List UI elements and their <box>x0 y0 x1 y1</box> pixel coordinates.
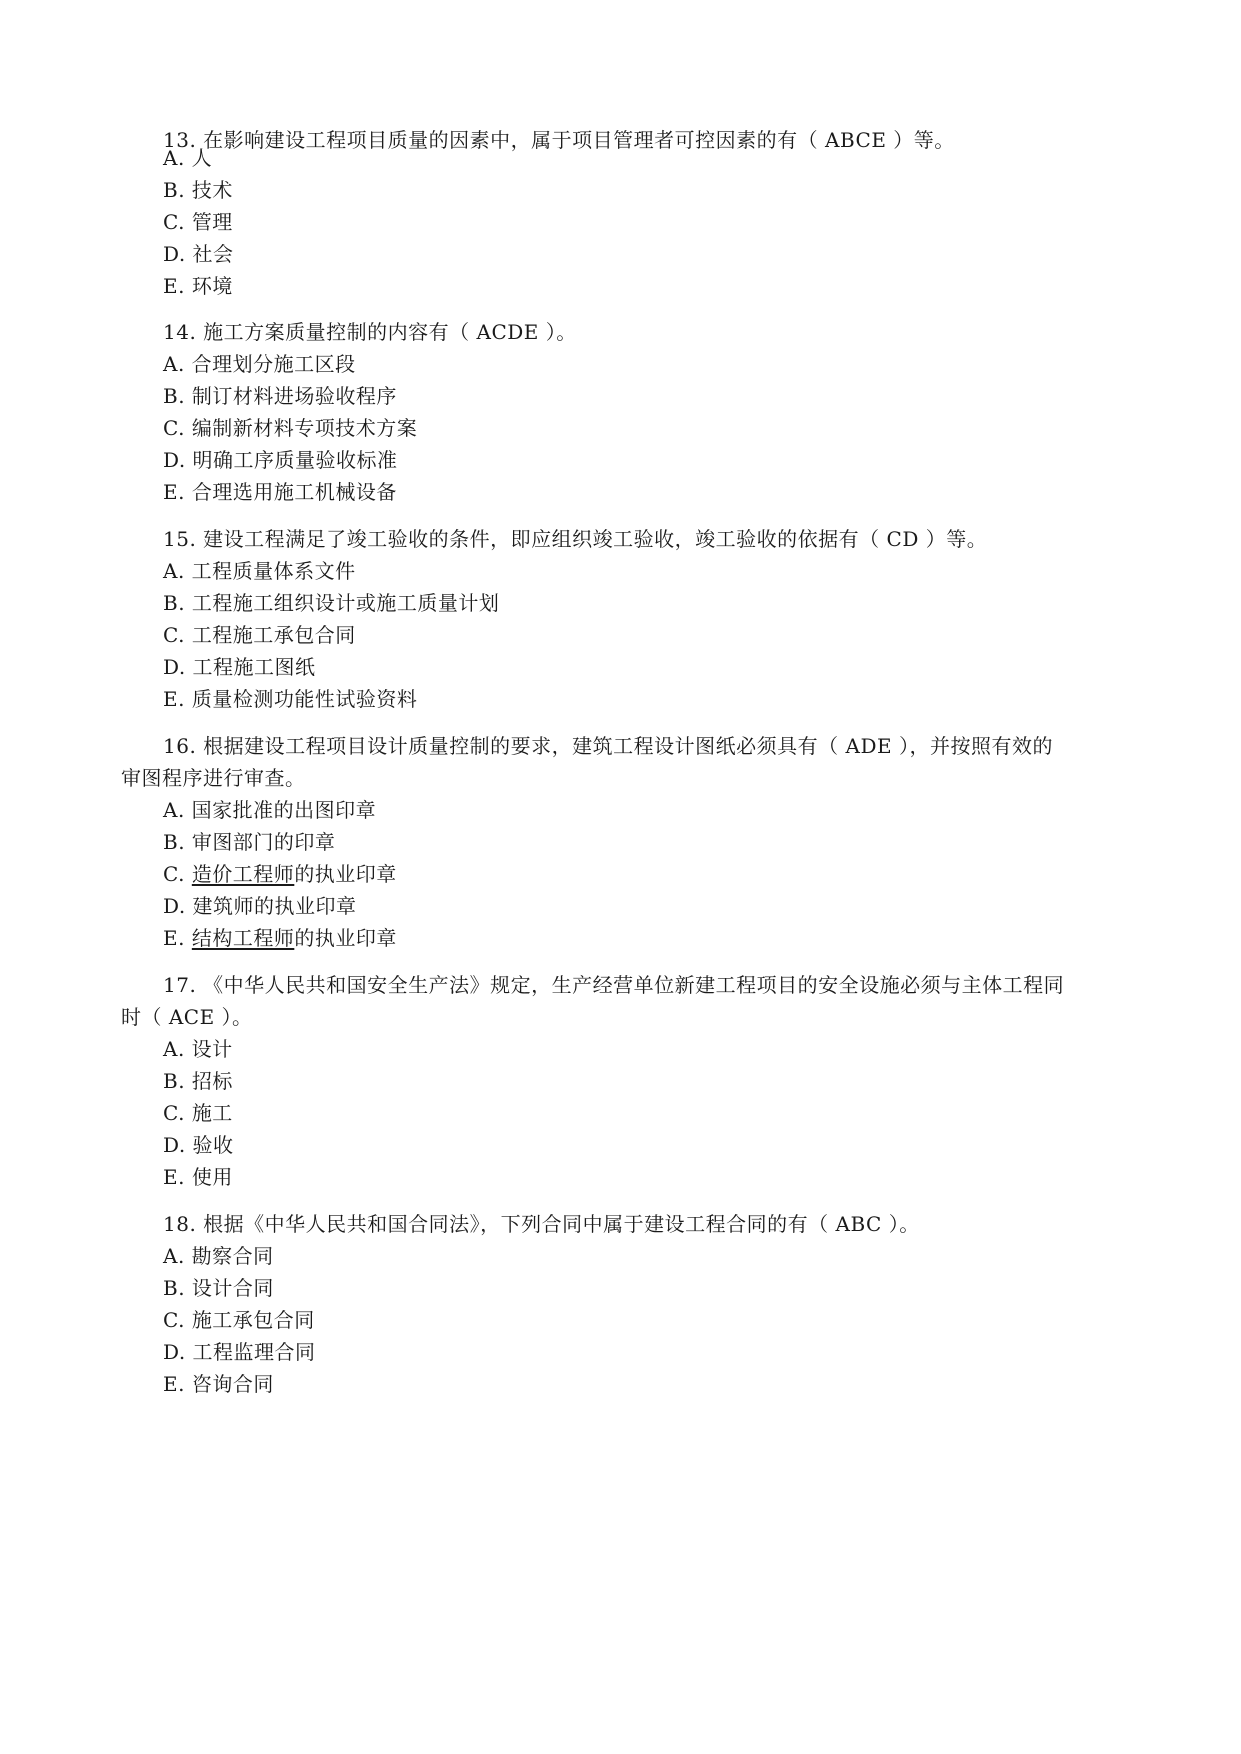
question-stem <box>163 972 1064 998</box>
option-text: 施工 <box>191 1101 233 1125</box>
option-text: 技术 <box>191 178 233 202</box>
option-b <box>163 1275 274 1301</box>
question-stem-continuation: 审图程序进行审查。 <box>121 766 306 790</box>
option-text: 制订材料进场验收程序 <box>191 384 397 408</box>
option-text: 工程施工组织设计或施工质量计划 <box>191 591 500 615</box>
option-letter: A. <box>163 559 185 583</box>
question-stem <box>163 1211 920 1237</box>
option-c <box>163 209 233 235</box>
option-e <box>163 273 233 299</box>
question-number: 16. <box>163 734 197 758</box>
option-letter: D. <box>163 242 186 266</box>
option-b <box>163 177 233 203</box>
option-letter: C. <box>163 623 185 647</box>
question-stem <box>163 319 577 345</box>
option-a <box>163 1036 233 1062</box>
option-c <box>163 415 417 441</box>
option-e <box>163 1371 274 1397</box>
option-letter: E. <box>163 1372 185 1396</box>
option-text-underlined: 结构工程师 <box>191 926 295 950</box>
option-e <box>163 925 397 951</box>
option-text: 工程监理合同 <box>192 1340 316 1364</box>
option-letter: E. <box>163 480 185 504</box>
question-text: 在影响建设工程项目质量的因素中，属于项目管理者可控因素的有（ ABCE ）等。 <box>203 128 955 152</box>
option-letter: B. <box>163 1276 186 1300</box>
option-text: 环境 <box>191 274 233 298</box>
question-text: 建设工程满足了竣工验收的条件，即应组织竣工验收，竣工验收的依据有（ CD ）等。 <box>203 527 988 551</box>
option-b <box>163 383 397 409</box>
option-letter: E. <box>163 926 185 950</box>
option-text: 国家批准的出图印章 <box>191 798 377 822</box>
option-letter: B. <box>163 1069 186 1093</box>
question-text: 根据建设工程项目设计质量控制的要求，建筑工程设计图纸必须具有（ ADE ），并按照有效的 <box>203 734 1053 758</box>
question-number: 17. <box>163 973 197 997</box>
option-letter: D. <box>163 894 186 918</box>
option-text-underlined: 造价工程师 <box>191 862 295 886</box>
option-text: 审图部门的印章 <box>191 830 336 854</box>
option-letter: A. <box>163 1037 185 1061</box>
question-number: 13. <box>163 128 197 152</box>
option-letter: C. <box>163 1308 185 1332</box>
option-e <box>163 686 417 712</box>
option-text: 验收 <box>192 1133 234 1157</box>
option-text: 合理划分施工区段 <box>191 352 356 376</box>
option-text: 设计合同 <box>191 1276 274 1300</box>
option-letter: A. <box>163 352 185 376</box>
option-text: 施工承包合同 <box>191 1308 315 1332</box>
option-letter: D. <box>163 1340 186 1364</box>
option-a <box>163 1243 274 1269</box>
option-d <box>163 654 316 680</box>
option-text: 合理选用施工机械设备 <box>191 480 397 504</box>
option-a <box>163 351 356 377</box>
option-a <box>163 797 376 823</box>
option-text: 的执业印章 <box>294 862 397 886</box>
option-text: 建筑师的执业印章 <box>192 894 357 918</box>
question-text: 施工方案质量控制的内容有（ ACDE ）。 <box>203 320 577 344</box>
option-text: 咨询合同 <box>191 1372 274 1396</box>
question-text: 根据《中华人民共和国合同法》，下列合同中属于建设工程合同的有（ ABC ）。 <box>203 1212 920 1236</box>
option-b <box>163 829 335 855</box>
option-text: 的执业印章 <box>294 926 397 950</box>
option-text: 编制新材料专项技术方案 <box>191 416 418 440</box>
option-text: 工程质量体系文件 <box>191 559 356 583</box>
option-letter: D. <box>163 1133 186 1157</box>
option-letter: C. <box>163 1101 185 1125</box>
question-stem <box>163 526 987 552</box>
option-letter: C. <box>163 416 185 440</box>
option-letter: B. <box>163 384 186 408</box>
option-text: 社会 <box>192 242 234 266</box>
option-letter: B. <box>163 591 186 615</box>
question-stem <box>163 127 955 153</box>
option-letter: B. <box>163 830 186 854</box>
option-b <box>163 590 499 616</box>
option-text: 工程施工承包合同 <box>191 623 356 647</box>
option-c <box>163 1307 315 1333</box>
option-e <box>163 479 397 505</box>
option-text: 勘察合同 <box>191 1244 274 1268</box>
question-number: 15. <box>163 527 197 551</box>
question-stem-continuation: 时（ ACE ）。 <box>121 1005 253 1029</box>
option-a <box>163 145 212 171</box>
option-text: 招标 <box>191 1069 233 1093</box>
option-d <box>163 1132 234 1158</box>
option-text: 管理 <box>191 210 233 234</box>
option-text: 使用 <box>191 1165 233 1189</box>
option-letter: D. <box>163 448 186 472</box>
question-number: 18. <box>163 1212 197 1236</box>
option-letter: E. <box>163 687 185 711</box>
option-d <box>163 241 234 267</box>
option-a <box>163 558 356 584</box>
option-letter: E. <box>163 1165 185 1189</box>
option-b <box>163 1068 233 1094</box>
option-c <box>163 1100 233 1126</box>
option-letter: A. <box>163 798 185 822</box>
option-d <box>163 1339 316 1365</box>
question-text: 《中华人民共和国安全生产法》规定，生产经营单位新建工程项目的安全设施必须与主体工程同 <box>203 973 1065 997</box>
option-letter: A. <box>163 146 185 170</box>
option-d <box>163 893 357 919</box>
question-number: 14. <box>163 320 197 344</box>
option-c <box>163 622 356 648</box>
option-d <box>163 447 398 473</box>
option-text: 明确工序质量验收标准 <box>192 448 398 472</box>
question-stem <box>163 733 1053 759</box>
option-text: 设计 <box>191 1037 233 1061</box>
option-letter: E. <box>163 274 185 298</box>
option-text: 工程施工图纸 <box>192 655 316 679</box>
option-letter: A. <box>163 1244 185 1268</box>
option-letter: C. <box>163 862 185 886</box>
option-e <box>163 1164 233 1190</box>
option-text: 人 <box>191 146 213 170</box>
option-c <box>163 861 397 887</box>
option-letter: C. <box>163 210 185 234</box>
option-text: 质量检测功能性试验资料 <box>191 687 418 711</box>
option-letter: B. <box>163 178 186 202</box>
option-letter: D. <box>163 655 186 679</box>
